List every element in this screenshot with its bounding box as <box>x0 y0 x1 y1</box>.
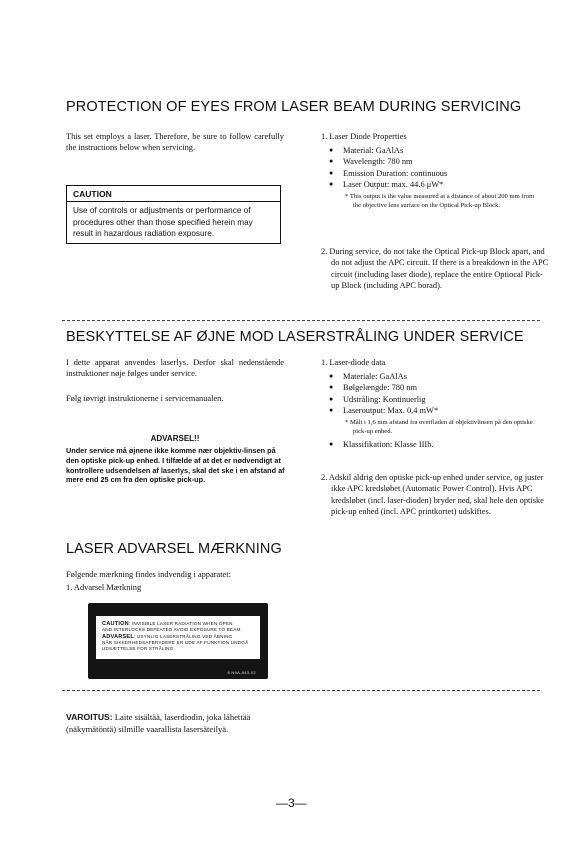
page-number: —3— <box>276 796 307 810</box>
list-item: ● Laser Output: max. 44.6 μW* <box>321 179 541 190</box>
label-advarsel-line: NÅR SIKKERHEDSAFBRYDERE ER UDE AF FUNKTION UNDGÅ <box>102 640 249 645</box>
caution-box <box>66 185 281 244</box>
list-item: ● Laseroutput: Max. 0,4 mW* <box>321 405 541 416</box>
output-note: * This output is the value measured at a distance of about 200 mm from the objective lens surface on the Optical Pick-up Block. <box>345 193 535 210</box>
list-item: ● Klassifikation: Klasse IIIb. <box>321 439 541 450</box>
warning-label <box>88 603 268 679</box>
danish-item1 <box>321 357 541 450</box>
laser-data-list <box>321 371 541 416</box>
english-heading: PROTECTION OF EYES FROM LASER BEAM DURING SERVICING <box>66 99 522 115</box>
label-advarsel-line: UDSÆTTELSE FOR STRÅLING <box>102 646 174 651</box>
list-item: ● Emission Duration: continuous <box>321 168 541 179</box>
danish-heading: BESKYTTELSE AF ØJNE MOD LASERSTRÅLING UNDER SERVICE <box>66 329 524 345</box>
label-caution-line: AND INTERLOCKS DEFEATED AVOID EXPOSURE TO BEAM. <box>102 627 243 632</box>
item1-title: 1. Laser Diode Properties <box>321 132 407 141</box>
danish-item2: 2. Adskil aldrig den optiske pick-up enhed under service, og juster ikke APC kredsløbet (Automatic Power Control). Hvis APC kredsløbet (incl. laser-dioden) bryder ned, skal hele den optiske pick-up enhed (incl. APC printkortet) udskiftes. <box>321 473 544 517</box>
danish-intro: I dette apparat anvendes laserlys. Derfor skal nedenstående instruktioner nøje følges under service. <box>66 358 284 379</box>
list-item: ● Wavelength: 780 nm <box>321 156 541 167</box>
caution-text: Use of controls or adjustments or performance of procedures other than those specified herein may result in hazardous radiation exposure. <box>73 206 253 238</box>
varoitus-title: VAROITUS: <box>66 712 113 722</box>
varoitus-block <box>66 712 298 735</box>
label-code: 8 N9A-843-02 <box>227 670 256 675</box>
advarsel-title: ADVARSEL!! <box>150 434 200 443</box>
advarsel-text: Under service må øjnene ikke komme nær objektiv-linsen på den optiske pick-up enhed. I tilfælde af at det er nødvendigt at kontrollere udsendelsen af laserlys, skal det ske i en afstand af mere end 25 cm fra den optiske pick-up. <box>66 446 285 485</box>
label-advarsel-word: ADVARSEL <box>102 634 134 640</box>
marking-item1: 1. Advarsel Mærkning <box>66 583 142 592</box>
label-caution-line: : INVISIBLE LASER RADIATION WHEN OPEN <box>128 621 233 626</box>
varoitus-text: Laite sisältää, laserdiodin, joka lähettää (näkymätöntä) silmille vaarallista lasersäteilyä. <box>66 712 251 734</box>
english-item2: 2. During service, do not take the Optical Pick-up Block apart, and do not adjust the APC circuit. If there is a breakdown in the APC circuit (including laser diode), replace the entire Optiocal Pick-up Block (including APC borad). <box>321 247 549 291</box>
danish-intro2: Følg iøvrigt instruktionerne i servicemanualen. <box>66 394 224 403</box>
english-item1 <box>321 131 541 210</box>
caution-title: CAUTION <box>67 186 280 202</box>
label-caution-word: CAUTION <box>102 621 129 627</box>
marking-intro: Følgende mærkning findes indvendig i apparatet: <box>66 570 231 579</box>
item1-title: 1. Laser-diode data <box>321 358 386 367</box>
list-item: ● Bølgelængde: 780 nm <box>321 382 541 393</box>
classification-list <box>321 439 541 450</box>
list-item: ● Material: GaAlAs <box>321 145 541 156</box>
output-note: * Målt i 1,6 mm afstand fra overfladen af objektivlinsen på den optiske pick-up enhed. <box>345 419 533 436</box>
marking-heading: LASER ADVARSEL MÆRKNING <box>66 541 282 557</box>
divider <box>62 690 540 691</box>
english-intro: This set employs a laser. Therefore, be sure to follow carefully the instructions below when servicing. <box>66 132 284 153</box>
label-advarsel-line: : USYNLIG LASERSTRÅLING VED ÅBNING <box>133 634 233 639</box>
laser-properties-list <box>321 145 541 190</box>
list-item: ● Materiale: GaAlAs <box>321 371 541 382</box>
list-item: ● Udstråling: Kontinuerlig <box>321 394 541 405</box>
warning-label-panel <box>96 616 260 659</box>
divider <box>62 320 540 321</box>
